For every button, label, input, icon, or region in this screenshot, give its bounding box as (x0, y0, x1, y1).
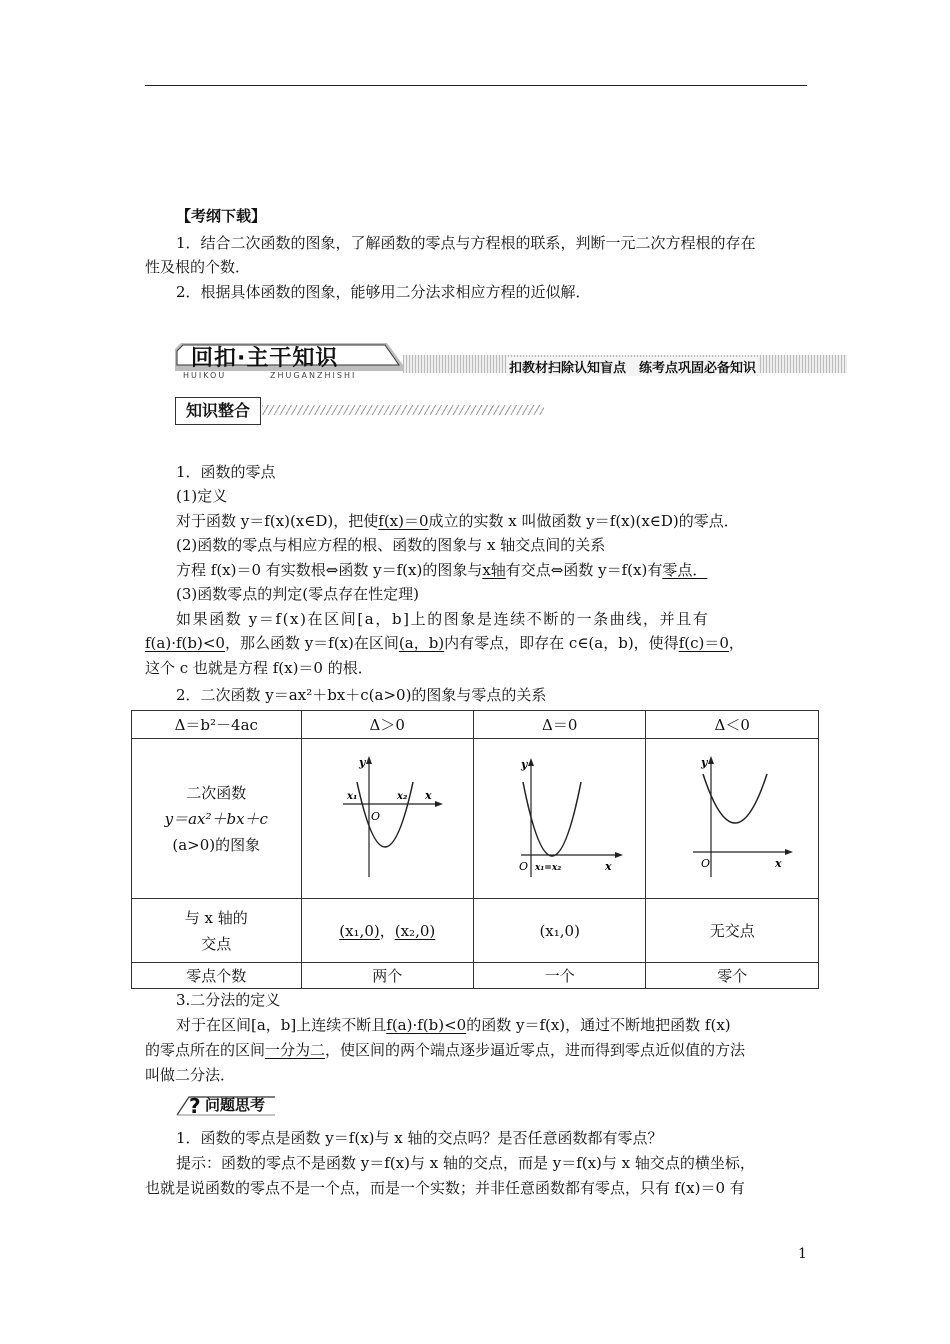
s1-thm-3: 这个 c 也就是方程 f(x)＝0 的根． (145, 659, 373, 677)
parabola-no-root (667, 752, 797, 882)
question-title: 问题思考 (205, 1096, 266, 1114)
syllabus-item-1: 1．结合二次函数的图象，了解函数的零点与方程根的联系，判断一元二次方程根的存在 (176, 234, 756, 252)
s3-l2b: ，使区间的两个端点逐步逼近零点，进而得到零点近似值的方法 (325, 1041, 746, 1059)
origin-label: O (518, 859, 528, 873)
syllabus-item-2: 2．根据具体函数的图象，能够用二分法求相应方程的近似解． (176, 283, 591, 301)
intersect-two (301, 899, 473, 963)
s3-l1b: 的函数 y＝f(x)，通过不断地把函数 f(x) (466, 1016, 731, 1034)
table-header-cell: Δ＝b²－4ac (132, 711, 302, 739)
s1-def-heading: (1)定义 (176, 487, 228, 505)
graph-label-line: 二次函数 (186, 783, 247, 802)
count-cell: 一个 (473, 963, 646, 989)
graph-two-roots (301, 739, 473, 899)
page-number: 1 (798, 1246, 807, 1262)
axis-x-label: x (604, 859, 612, 873)
s1-rel-text (176, 559, 841, 581)
s1-thm-2u2: (a，b) (398, 634, 445, 652)
s1-rel-heading: (2)函数的零点与相应方程的根、函数的图象与 x 轴交点间的关系 (176, 536, 606, 554)
s3-l2a: 的零点所在的区间 (145, 1041, 266, 1059)
s1-thm-2u3: f(c)＝0 (678, 634, 729, 652)
s1-rel-b: 有交点⇔函数 y＝f(x)有 (505, 561, 663, 579)
graph-no-root (646, 739, 819, 899)
s3-l2u: 一分为二 (265, 1041, 326, 1059)
axis-x-label: x (775, 856, 782, 870)
axis-x-label: x (425, 788, 432, 802)
table-graph-row (132, 739, 819, 899)
table-header-cell: Δ＜0 (646, 711, 819, 739)
tag-stripe (262, 405, 544, 415)
question-1: 1．函数的零点是函数 y＝f(x)与 x 轴的交点吗？是否任意函数都有零点？ (176, 1129, 663, 1147)
intersect-row-label (132, 899, 302, 963)
s1-def-b: 成立的实数 x 叫做函数 y＝f(x)(x∈D)的零点． (428, 512, 739, 530)
intersect-label-line: 与 x 轴的 (184, 908, 248, 927)
s3-l1u: f(a)·f(b)<0 (386, 1016, 467, 1034)
count-cell: 零个 (646, 963, 819, 989)
parabola-one-root (495, 752, 625, 882)
axis-y-label: y (701, 755, 708, 769)
intersect-b: (x₂,0) (394, 922, 436, 940)
origin-label: O (701, 856, 711, 870)
answer-1-line-2: 也就是说函数的零点不是一个点，而是一个实数；并非任意函数都有零点，只有 f(x)＝0 有 (145, 1179, 745, 1197)
s2-heading: 2．二次函数 y＝ax²＋bx＋c(a>0)的图象与零点的关系 (176, 686, 547, 704)
s1-thm-2u1: f(a)·f(b)<0 (145, 634, 225, 652)
s1-thm-2c: ， (728, 634, 744, 652)
s1-thm-2b: 内有零点，即存在 c∈(a，b)，使得 (444, 634, 679, 652)
s3-l1a: 对于在区间[a，b]上连续不断且 (176, 1016, 387, 1034)
s1-thm-2 (145, 632, 810, 654)
table-count-row (132, 963, 819, 989)
s1-heading: 1．函数的零点 (176, 463, 276, 481)
s1-thm-2a: ，那么函数 y＝f(x)在区间 (224, 634, 399, 652)
intersect-one: (x₁,0) (473, 899, 646, 963)
s3-line-3: 叫做二分法． (145, 1066, 236, 1084)
s1-rel-u1: x轴 (482, 561, 506, 579)
s1-rel-u2: 零点． (662, 561, 708, 579)
intersect-label-line: 交点 (201, 934, 232, 953)
syllabus-title: 【考纲下载】 (176, 207, 267, 225)
s1-def-text (176, 510, 841, 532)
banner-title: 回扣·主干知识 (191, 346, 339, 371)
axis-y-label: y (520, 757, 528, 771)
root-x1x2-label: x₁=x₂ (534, 862, 561, 873)
intersect-a: (x₁,0) (339, 922, 380, 940)
intersect-sep: ， (379, 922, 395, 940)
graph-label-line: (a>0)的图象 (172, 835, 261, 854)
s3-line-2 (145, 1039, 810, 1061)
zero-table (131, 710, 819, 989)
graph-label-line: y＝ax²＋bx＋c (164, 809, 268, 828)
answer-1-line-1: 提示：函数的零点不是函数 y＝f(x)与 x 轴的交点，而是 y＝f(x)与 x 轴交点的横坐标， (176, 1154, 755, 1172)
s1-thm-heading: (3)函数零点的判定(零点存在性定理) (176, 585, 419, 603)
banner-subtitle: 扣教材扫除认知盲点 练考点巩固必备知识 (507, 357, 758, 376)
section-banner (175, 343, 847, 381)
table-header-cell: Δ＝0 (473, 711, 646, 739)
s1-thm-1: 如果函数 y＝f(x)在区间[a，b]上的图象是连续不断的一条曲线，并且有 (176, 610, 710, 628)
banner-pinyin-2: ZHUGANZHISHI (270, 371, 357, 380)
svg-text:?: ? (189, 1094, 201, 1117)
table-header-row (132, 711, 819, 739)
origin-label: O (371, 809, 381, 823)
graph-row-label (132, 739, 302, 899)
axis-y-label: y (359, 755, 366, 769)
s3-heading: 3.二分法的定义 (176, 991, 281, 1009)
graph-one-root (473, 739, 646, 899)
parabola-two-roots (327, 752, 447, 882)
root-x2-label: x₂ (397, 790, 408, 802)
table-header-cell: Δ＞0 (301, 711, 473, 739)
root-x1-label: x₁ (347, 790, 358, 802)
banner-pinyin-1: HUIKOU (183, 371, 227, 380)
count-cell: 零点个数 (132, 963, 302, 989)
s1-rel-a: 方程 f(x)＝0 有实数根⇔函数 y＝f(x)的图象与 (176, 561, 483, 579)
knowledge-tag: 知识整合 (175, 397, 261, 425)
s1-def-u: f(x)＝0 (378, 512, 429, 530)
table-intersect-row (132, 899, 819, 963)
intersect-none: 无交点 (646, 899, 819, 963)
syllabus-item-1-cont: 性及根的个数． (145, 258, 251, 276)
header-rule (145, 85, 807, 86)
s1-def-a: 对于函数 y＝f(x)(x∈D)，把使 (176, 512, 379, 530)
s3-line-1 (176, 1014, 841, 1036)
count-cell: 两个 (301, 963, 473, 989)
